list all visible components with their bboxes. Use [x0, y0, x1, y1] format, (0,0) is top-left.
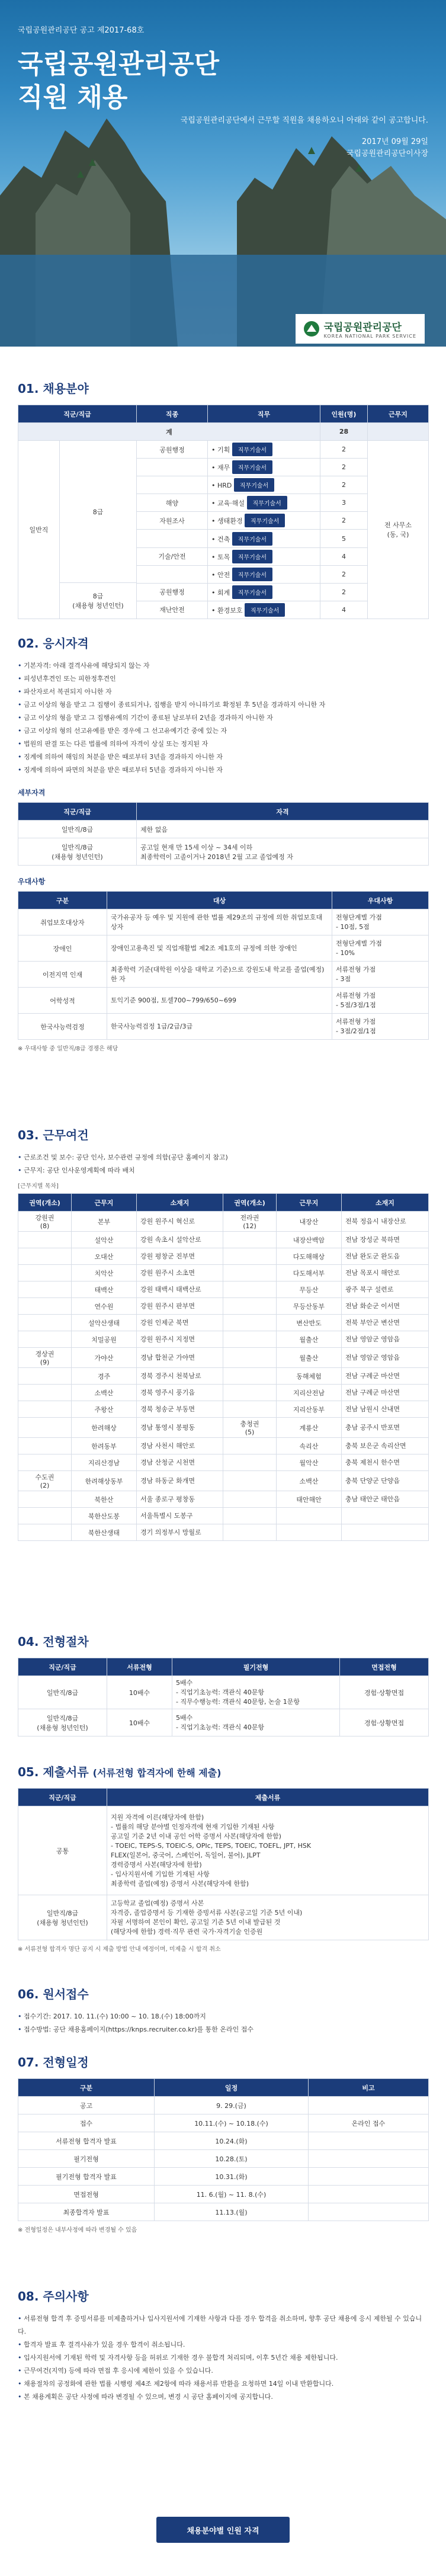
- location-row: [18, 1418, 429, 1438]
- location-cell: 무등산동부: [277, 1298, 342, 1315]
- location-row: [18, 1385, 429, 1401]
- location-row: [18, 1281, 429, 1298]
- grade-8: 8급: [60, 441, 136, 583]
- section-heading: 03. 근무여건: [18, 1128, 89, 1142]
- location-cell: 경주: [72, 1368, 137, 1385]
- section-qualifications: [18, 634, 428, 1052]
- location-cell: 한려동부: [72, 1438, 137, 1454]
- location-cell: 강원 인제군 북면: [137, 1315, 223, 1331]
- location-cell: 다도해해상: [277, 1248, 342, 1265]
- section-working-conditions: [18, 1126, 428, 1541]
- location-cell: [18, 1368, 72, 1385]
- location-cell: 연수원: [72, 1298, 137, 1315]
- location-row: [18, 1232, 429, 1248]
- location-cell: 충남 태안군 태안읍: [342, 1491, 429, 1508]
- location-row: [18, 1401, 429, 1418]
- job-description-button[interactable]: 직무기술서: [232, 532, 272, 546]
- location-cell: [223, 1281, 277, 1298]
- section-selection-process: [18, 1632, 428, 1736]
- location-cell: 전남 화순군 이서면: [342, 1298, 429, 1315]
- location-cell: [18, 1454, 72, 1471]
- section-heading: 01. 채용분야: [18, 382, 89, 396]
- location-cell: [277, 1524, 342, 1541]
- location-cell: [223, 1298, 277, 1315]
- location-row: [18, 1524, 429, 1541]
- section-heading: 08. 주의사항: [18, 2289, 89, 2303]
- location-cell: [18, 1298, 72, 1315]
- job-description-button[interactable]: 직무기술서: [245, 514, 285, 527]
- location-cell: 전북 부안군 변산면: [342, 1315, 429, 1331]
- location-cell: 강원 원주시 판부면: [137, 1298, 223, 1315]
- location-cell: 설악산: [72, 1232, 137, 1248]
- location-cell: 가야산: [72, 1348, 137, 1368]
- location-cell: [18, 1508, 72, 1524]
- location-cell: [223, 1401, 277, 1418]
- location-cell: 강원 원주시 소초면: [137, 1265, 223, 1281]
- location-cell: [18, 1418, 72, 1438]
- sub-heading-detail: 세부자격: [18, 789, 46, 797]
- location-cell: 강원 태백시 태백산로: [137, 1281, 223, 1298]
- location-cell: 소백산: [277, 1471, 342, 1491]
- location-cell: 서울 종로구 평창동: [137, 1491, 223, 1508]
- location-row: [18, 1265, 429, 1281]
- location-cell: 지리산전남: [277, 1385, 342, 1401]
- location-cell: 한려해상동부: [72, 1471, 137, 1491]
- location-caption: [근무지별 목차]: [18, 1183, 59, 1190]
- notice-number: 국립공원관리공단 공고 제2017-68호: [18, 26, 145, 35]
- location-cell: [18, 1248, 72, 1265]
- grade-8-intern: 8급 (채용형 청년인턴): [72, 592, 124, 610]
- location-cell: 오대산: [72, 1248, 137, 1265]
- intro-text: 국립공원관리공단에서 근무할 직원을 채용하오니 아래와 같이 공고합니다.: [180, 116, 428, 125]
- location-row: [18, 1491, 429, 1508]
- location-cell: [18, 1232, 72, 1248]
- notice-issuer: 국립공원관리공단이사장: [346, 149, 428, 158]
- preference-table: 구분 대상 우대사항 취업보호대상자 국가유공자 등 예우 및 지원에 관한 법률 제29조의 규정에 의한 취업보호대상자 전형단계별 가점 - 10점, 5점 장애인 장애인고용촉진 및 직업재활법 제2조 제1호의 규정에 의한 장애인 전형단계별 가점 - 10% 이전지역 인재 최종학력 기준(대학원 이상을 대학교 기준)으로 강원도내 학교를 졸업(예정)한 자 서류전형 가점 - 3점 어학성적 토익기준 900점, 토셀700~799/650~699 서류전형 가점 - 5점/3점/1점 한국사능력검정 한국사능력검정 1급/2급/3급 서류전형 가점 - 3점/2점/1점: [18, 891, 429, 1040]
- location-row: [18, 1348, 429, 1368]
- location-cell: 전남 장성군 북하면: [342, 1232, 429, 1248]
- page-title-line1: 국립공원관리공단: [18, 49, 220, 79]
- sub-heading-preference: 우대사항: [18, 877, 46, 886]
- location-row: [18, 1315, 429, 1331]
- location-cell: 충북 제천시 한수면: [342, 1454, 429, 1471]
- preference-note: ※ 우대사항 중 일반직/8급 경쟁은 해당: [18, 1046, 118, 1052]
- conditions-list: • 근로조건 및 보수: 공단 인사, 보수관련 규정에 의함(공단 홈페이지 참고) • 근무지: 공단 인사운영계획에 따라 배치: [18, 1151, 428, 1177]
- schedule-table: 구분 일정 비고 공고 9. 29.(금) 접수 10.11.(수) ~ 10.18.(수) 온라인 접수 서류전형 합격자 발표 10.24.(화) 필기전형 10.28.(토) 필기전형 합격자 발표 10.31.(화) 면접전형 11. 6.(월) ~ 11. 8.(수) 최종합격자 발표 11.13.(월): [18, 2078, 429, 2221]
- location-cell: [223, 1331, 277, 1348]
- location-cell: 북한산도봉: [72, 1508, 137, 1524]
- location-cell: 전남 구례군 마산면: [342, 1385, 429, 1401]
- location-cell: [223, 1248, 277, 1265]
- job-description-button[interactable]: 직무기술서: [232, 460, 272, 474]
- location-cell: [223, 1438, 277, 1454]
- location-cell: 지리산경남: [72, 1454, 137, 1471]
- location-cell: 강원 속초시 설악산로: [137, 1232, 223, 1248]
- location-row: [18, 1438, 429, 1454]
- location-cell: 강원권 (8): [18, 1212, 72, 1232]
- location-cell: 수도권 (2): [18, 1471, 72, 1491]
- location-cell: 태백산: [72, 1281, 137, 1298]
- location-cell: [277, 1508, 342, 1524]
- location-cell: 충북 단양군 단양읍: [342, 1471, 429, 1491]
- location-row: [18, 1368, 429, 1385]
- location-cell: [223, 1232, 277, 1248]
- location-cell: 소백산: [72, 1385, 137, 1401]
- location-cell: 전남 영암군 영암읍: [342, 1348, 429, 1368]
- location-row: [18, 1248, 429, 1265]
- location-cell: [18, 1265, 72, 1281]
- qualification-list: • 기본자격: 아래 결격사유에 해당되지 않는 자 • 피성년후견인 또는 피한정후견인 • 파산자로서 복권되지 아니한 자 • 금고 이상의 형을 받고 그 집행이 종료되거나, 집행을 받지 아니하기로 확정된 후 5년을 경과하지 아니한 자 • 금고 이상의 형을 받고 그 집행유예의 기간이 종료된 날로부터 2년을 경과하지 아니한 자 • 금고 이상의 형의 선고유예를 받은 경우에 그 선고유예기간 중에 있는 자 • 법원의 판결 또는 다른 법률에 의하여 자격이 상실 또는 정지된 자 • 징계에 의하여 해임의 처분을 받은 때로부터 3년을 경과하지 아니한 자 • 징계에 의하여 파면의 처분을 받은 때로부터 5년을 경과하지 아니한 자: [18, 659, 428, 777]
- location-row: [18, 1331, 429, 1348]
- precautions-list: • 서류전형 합격 후 증빙서류를 미제출하거나 입사지원서에 기재한 사항과 다를 경우 합격을 취소하며, 향후 공단 채용에 응시 제한될 수 있습니다. • 합격자 발표 후 결격사유가 있을 경우 합격이 취소됩니다. • 입사지원서에 기재된 학력 및 자격사항 등을 허위로 기재한 경우 불합격 처리되며, 이후 5년간 채용 제한됩니다. • 근무여건(지역) 등에 따라 면접 후 응시에 제한이 있을 수 있습니다. • 채용절차의 공정화에 관한 법률 시행령 제4조 제2항에 따라 채용서류 반환을 요청하면 14일 이내 반환합니다. • 본 채용계획은 공단 사정에 따라 변경될 수 있으며, 변경 시 공단 홈페이지에 공지합니다.: [18, 2312, 428, 2404]
- location-cell: 동해체험: [277, 1368, 342, 1385]
- location-cell: 전북 정읍시 내장산로: [342, 1212, 429, 1232]
- location-cell: [223, 1508, 277, 1524]
- location-cell: [18, 1524, 72, 1541]
- mountain-logo-icon: [304, 321, 319, 337]
- location-cell: [223, 1385, 277, 1401]
- location-row: [18, 1454, 429, 1471]
- section-schedule: [18, 2053, 428, 2234]
- location-cell: 다도해서부: [277, 1265, 342, 1281]
- location-cell: 태안해안: [277, 1491, 342, 1508]
- location-cell: [18, 1491, 72, 1508]
- location-cell: 월악산: [277, 1454, 342, 1471]
- job-description-button[interactable]: 직무기술서: [232, 550, 272, 563]
- job-description-button[interactable]: 직무기술서: [234, 478, 274, 492]
- location-cell: [18, 1331, 72, 1348]
- location-cell: 경기 의정부시 망월로: [137, 1524, 223, 1541]
- recruitment-qualification-button[interactable]: 채용분야별 인원 자격: [156, 2517, 290, 2543]
- process-table: 직군/직급 서류전형 필기전형 면접전형 일반직/8급 10배수 5배수 - 직업기초능력: 객관식 40문항 - 직무수행능력: 객관식 40문항, 논술 1문항 경험·상황면접 일반직/8급 (채용형 청년인턴) 10배수 5배수 - 직업기초능력: 객관식 40문항 경험·상황면접: [18, 1658, 429, 1736]
- location-cell: [223, 1368, 277, 1385]
- location-cell: [223, 1491, 277, 1508]
- location-cell: 한려해상: [72, 1418, 137, 1438]
- location-cell: [18, 1385, 72, 1401]
- location-cell: [18, 1438, 72, 1454]
- location-cell: 경남 합천군 가야면: [137, 1348, 223, 1368]
- location-cell: 전남 영암군 영암읍: [342, 1331, 429, 1348]
- job-description-button[interactable]: 직무기술서: [232, 568, 272, 581]
- location-cell: [18, 1401, 72, 1418]
- section-heading: 02. 응시자격: [18, 636, 89, 651]
- location-cell: 강원 원주시 혁신로: [137, 1212, 223, 1232]
- application-list: • 접수기간: 2017. 10. 11.(수) 10:00 ~ 10. 18.(수) 18:00까지 • 접수방법: 공단 채용홈페이지(https://knps.recruiter.co.kr)를 통한 온라인 접수: [18, 2010, 428, 2036]
- hero-banner: [0, 0, 446, 347]
- location-cell: [342, 1524, 429, 1541]
- logo-english: KOREA NATIONAL PARK SERVICE: [323, 334, 416, 339]
- location-cell: 전남 목포시 해안로: [342, 1265, 429, 1281]
- section-heading: 05. 제출서류 (서류전형 합격자에 한해 제출): [18, 1765, 222, 1779]
- section-heading: 07. 전형일정: [18, 2055, 89, 2069]
- work-location: 전 사무소 (동, 국): [368, 441, 429, 619]
- recruitment-table: 직군/직급 직종 직무 인원(명) 근무지 계 28 일반직 8급 8급 (채용형 청년인턴) 공원행정 • 기획 직무기술서 2 전 사무소 (동, 국) • 재무 직무기술서 2 • HRD 직무기술서 2 해양 • 교육·해설 직무기술서 3 자원조사 • 생태환경 직무기술서 2 • 건축 직무기술서 5 기술/안전 • 토목 직무기술서 4 • 안전 직무기술서 2 공원행정 • 회계 직무기술서 2 재난안전 • 환경보호 직무기술서 4: [18, 405, 429, 619]
- location-cell: 경남 통영시 봉평동: [137, 1418, 223, 1438]
- location-cell: 경북 청송군 부동면: [137, 1401, 223, 1418]
- documents-note: ※ 서류전형 합격자 명단 공지 시 제출 방법 안내 예정이며, 미제출 시 합격 취소: [18, 1946, 221, 1953]
- location-row: [18, 1298, 429, 1315]
- location-table: 권역(개소) 근무지 소재지 권역(개소) 근무지 소재지 강원권 (8) 본부 강원 원주시 혁신로 전라권 (12) 내장산 전북 정읍시 내장산로 설악산 강원 속초시 설악산로 내장산백암 전남 장성군 북하면 오대산 강원 평창군 진부면 다도해해상 전남 완도군 완도읍 치악산 강원 원주시 소초면 다도해서부 전남 목포시 해안로 태백산 강원 태백시 태백산로 무등산 광주 북구 설련로 연수원 강원 원주시 판부면 무등산동부 전남 화순군 이서면 설악산생태 강원 인제군 북면 변산반도 전북 부안군 변산면 치밀공원 강원 원주시 지정면 월출산 전남 영암군 영암읍 경상권 (9) 가야산 경남 합천군 가야면 월출산 전남 영암군 영암읍 경주 경북 경주시 천북남로 동해체험 전남 구례군 마산면 소백산 경북 영주시 풍기읍 지리산전남 전남 구례군 마산면 주왕산 경북 청송군 부동면 지리산동부 전남 남원시 산내면 한려해상 경남 통영시 봉평동 충청권 (5) 계룡산 충남 공주시 반포면 한려동부 경남 사천시 해안로 속리산 충북 보은군 속리산면 지리산경남 경남 산청군 시천면 월악산 충북 제천시 한수면 수도권 (2) 한려해상동부 경남 하동군 화개면 소백산 충북 단양군 단양읍 북한산 서울 종로구 평창동 태안해안 충남 태안군 태안읍 북한산도봉 서울특별시 도봉구 북한산생태 경기 의정부시 망월로: [18, 1193, 429, 1541]
- location-cell: 치밀공원: [72, 1331, 137, 1348]
- group-label: 일반직: [18, 441, 60, 619]
- schedule-note: ※ 전형일정은 내부사정에 따라 변경될 수 있음: [18, 2227, 137, 2234]
- job-description-button[interactable]: 직무기술서: [245, 603, 285, 617]
- location-cell: 경남 하동군 화개면: [137, 1471, 223, 1491]
- location-cell: 충남 공주시 반포면: [342, 1418, 429, 1438]
- location-cell: 경북 경주시 천북남로: [137, 1368, 223, 1385]
- location-cell: 주왕산: [72, 1401, 137, 1418]
- location-cell: 월출산: [277, 1331, 342, 1348]
- location-cell: 경남 산청군 시천면: [137, 1454, 223, 1471]
- location-cell: 치악산: [72, 1265, 137, 1281]
- job-description-button[interactable]: 직무기술서: [232, 585, 272, 599]
- section-documents: [18, 1763, 428, 1953]
- location-cell: 충북 보은군 속리산면: [342, 1438, 429, 1454]
- knps-logo: [296, 314, 425, 344]
- location-cell: 전남 남원시 산내면: [342, 1401, 429, 1418]
- section-application: [18, 1985, 428, 2036]
- page-title-line2: 직원 채용: [18, 82, 128, 113]
- location-cell: 본부: [72, 1212, 137, 1232]
- location-cell: 계룡산: [277, 1418, 342, 1438]
- location-cell: 전남 완도군 완도읍: [342, 1248, 429, 1265]
- location-cell: 지리산동부: [277, 1401, 342, 1418]
- logo-korean: 국립공원관리공단: [323, 322, 402, 334]
- section-heading: 06. 원서접수: [18, 1987, 89, 2001]
- section-precautions: [18, 2287, 428, 2404]
- location-cell: 전남 구례군 마산면: [342, 1368, 429, 1385]
- location-cell: 북한산생태: [72, 1524, 137, 1541]
- location-cell: 충청권 (5): [223, 1418, 277, 1438]
- documents-table: 직군/직급 제출서류 공통 지원 자격에 이른(해당자에 한함) - 법률의 해당 분야별 인정자격에 현재 기입한 기재된 사항 공고일 기준 2년 이내 공인 어학 증명서 사본(해당자에 한함) - TOEIC, TEPS-S, TOEIC-S, OPIc, TEPS, TOEIC, TOEFL, JPT, HSK FLEX(일본어, 중국어, 스페인어, 독일어, 불어), JLPT 경력증명서 사본(해당자에 한함) - 입사지원서에 기입한 기재된 사항 최종학력 졸업(예정) 증명서 사본(해당자에 한함) 일반직/8급 (채용형 청년인턴) 고등학교 졸업(예정) 증명서 사본 자격증, 졸업증명서 등 기재한 증빙서류 사본(공고일 기준 5년 이내) 자필 서명하여 본인이 확인, 공고일 기준 5년 이내 발급된 것 (해당자에 한함) 경력·직무 관련 국가·자격기술 인증원: [18, 1788, 429, 1940]
- location-cell: [223, 1471, 277, 1491]
- section-heading: 04. 전형절차: [18, 1635, 89, 1649]
- location-cell: 서울특별시 도봉구: [137, 1508, 223, 1524]
- location-cell: 내장산백암: [277, 1232, 342, 1248]
- location-cell: 경남 사천시 해안로: [137, 1438, 223, 1454]
- location-row: [18, 1508, 429, 1524]
- location-cell: [223, 1315, 277, 1331]
- location-cell: 경북 영주시 풍기읍: [137, 1385, 223, 1401]
- location-cell: 광주 북구 설련로: [342, 1281, 429, 1298]
- location-cell: [223, 1348, 277, 1368]
- location-cell: 변산반도: [277, 1315, 342, 1331]
- location-cell: 설악산생태: [72, 1315, 137, 1331]
- location-cell: 전라권 (12): [223, 1212, 277, 1232]
- location-cell: 북한산: [72, 1491, 137, 1508]
- location-cell: 강원 원주시 지정면: [137, 1331, 223, 1348]
- location-cell: 내장산: [277, 1212, 342, 1232]
- location-row: [18, 1471, 429, 1491]
- location-cell: [223, 1265, 277, 1281]
- job-description-button[interactable]: 직무기술서: [232, 443, 272, 456]
- rock-islands-illustration: [0, 95, 446, 347]
- location-cell: [223, 1524, 277, 1541]
- location-cell: [18, 1315, 72, 1331]
- location-cell: [18, 1281, 72, 1298]
- location-row: [18, 1212, 429, 1232]
- location-cell: [223, 1454, 277, 1471]
- location-cell: 경상권 (9): [18, 1348, 72, 1368]
- location-cell: [342, 1508, 429, 1524]
- location-cell: 무등산: [277, 1281, 342, 1298]
- detail-qualification-table: 직군/직급 자격 일반직/8급 제한 없음 일반직/8급 (채용형 청년인턴) 공고일 현재 만 15세 이상 ~ 34세 이하 최종학력이 고졸이거나 2018년 2월 고교 졸업예정 자: [18, 802, 429, 866]
- location-cell: 속리산: [277, 1438, 342, 1454]
- job-description-button[interactable]: 직무기술서: [247, 496, 287, 510]
- location-cell: 월출산: [277, 1348, 342, 1368]
- section-recruitment-fields: [18, 379, 428, 619]
- notice-date: 2017년 09월 29일: [361, 137, 428, 146]
- location-cell: 강원 평창군 진부면: [137, 1248, 223, 1265]
